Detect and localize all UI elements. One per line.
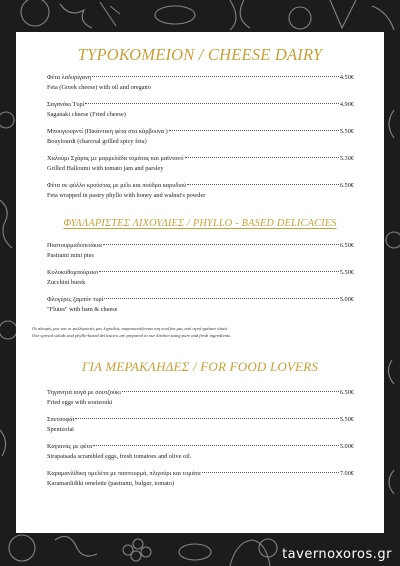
dot-leader	[122, 391, 339, 392]
item-greek-name: Φέτα σε φύλλο κρούστας με μέλι και πούδρα καρυδιού	[47, 182, 187, 189]
item-price: 4.50€	[339, 74, 354, 81]
menu-item	[47, 180, 354, 204]
item-english-name: Fried eggs with soutzouki	[47, 399, 113, 406]
item-greek-name: Μπουγιουρντί (Πικάντικη φέτα στα κάρβουνα )	[47, 128, 168, 135]
item-greek-name: Τηγανητά αυγά με σουτζούκι	[47, 389, 121, 396]
dot-leader	[99, 271, 339, 272]
item-price: 5.30€	[339, 155, 354, 162]
item-english-name: Strapatsada scrambled eggs, fresh tomatoes and olive oil.	[47, 453, 192, 460]
dot-leader	[169, 130, 339, 131]
item-english-name: Grilled Halloumi with tomato jam and parsley	[47, 165, 164, 172]
ingredients-note-english: Our spread salads and phyllo-based delicacies are prepared in our kitchen using pure and fresh ingredients.	[32, 333, 232, 339]
menu-item	[47, 240, 354, 264]
item-price: 5.00€	[339, 443, 354, 450]
bread-doodle	[179, 544, 211, 560]
dot-leader	[92, 76, 339, 77]
section-title-food-lovers: ΓΙΑ ΜΕΡΑΚΛΗΔΕΣ / FOR FOOD LOVERS	[81, 359, 319, 374]
item-price: 5.50€	[339, 269, 354, 276]
item-greek-name: Κολοκυθομπούρεκο	[47, 269, 99, 276]
item-greek-name: Χαλούμι Σχάρας με μαρμελάδα τομάτας και μαϊντανό	[47, 155, 184, 162]
leaf-doodle	[100, 2, 120, 26]
item-price: 6.50€	[339, 389, 354, 396]
herb-doodle	[60, 4, 92, 28]
menu-item	[47, 99, 354, 123]
item-greek-name: Παστουρμαδοπιτάκια	[47, 242, 102, 249]
menu-page	[16, 32, 384, 533]
menu-item	[47, 441, 354, 465]
menu-item	[47, 126, 354, 150]
item-price: 6.50€	[339, 182, 354, 189]
item-english-name: Spentzofai	[47, 426, 74, 433]
menu-item	[47, 468, 354, 492]
section-title-phyllo-delicacies: ΦΥΛΛΑΡΙΣΤΕΣ ΛΙΧΟΥΔΙΕΣ / PHYLLO - BASED DELICACIES	[63, 218, 337, 229]
item-english-name: Saganaki cheese (Fried cheese)	[47, 111, 126, 118]
herb-stem-doodle	[0, 200, 12, 248]
bottle-doodle	[330, 0, 356, 28]
site-watermark: tavernoxoros.gr	[282, 547, 392, 562]
item-greek-name: Φέτα λαδορίγανη	[47, 74, 92, 81]
item-price: 5.00€	[339, 296, 354, 303]
garlic-doodle	[0, 112, 14, 128]
item-english-name: "Flutes" with ham & cheese	[47, 306, 118, 313]
item-greek-name: Καραμανλίδικη ομελέτα με παστουρμά, πλιγούρι και τομάτα	[47, 470, 201, 477]
dot-leader	[104, 298, 338, 299]
olive-branch-doodle	[372, 6, 394, 30]
plate-doodle	[155, 6, 195, 24]
menu-item	[47, 387, 354, 411]
wheat-doodle	[230, 0, 250, 30]
item-english-name: Zucchini burek	[47, 279, 86, 286]
onion-doodle	[21, 0, 49, 26]
item-english-name: Bouyiourdi (charcoal grilled spicy feta)	[47, 138, 147, 145]
tomato-doodle	[289, 7, 311, 29]
onion-bottom-doodle	[9, 535, 35, 561]
item-english-name: Pastrami mini pies	[47, 252, 94, 259]
dot-leader	[93, 445, 339, 446]
ingredients-note	[32, 325, 372, 340]
item-greek-name: Σαγανάκι Τυρί	[47, 101, 85, 108]
item-price: 4.90€	[339, 101, 354, 108]
item-price: 6.50€	[339, 242, 354, 249]
ingredients-note-greek: Οι αλοιφές μας και οι φυλλαριστές μας λιχουδιές παρασκευάζονται στη κουζίνα μας από αγνά φρέσκα υλικά.	[32, 326, 229, 331]
section-title-cheese-dairy: ΤΥΡΟΚΟΜΕΙΟΝ / CHEESE DAIRY	[77, 45, 323, 64]
grapes-doodle	[141, 547, 151, 557]
item-english-name: Feta (Greek cheese) with oil and oregano	[47, 84, 151, 91]
dot-leader	[202, 472, 339, 473]
menu-item	[47, 267, 354, 291]
item-english-name: Feta wrapped in pastry phyllo with honey and walnut's powder	[47, 192, 206, 199]
menu-item	[47, 294, 354, 318]
item-price: 5.50€	[339, 416, 354, 423]
dot-leader	[185, 157, 339, 158]
menu-item	[47, 414, 354, 438]
dot-leader	[85, 103, 339, 104]
dot-leader	[103, 244, 339, 245]
item-greek-name: Σπετσοφάι	[47, 416, 75, 423]
item-english-name: Karamanlidiki omelette (pastrami, bulgur, tomato)	[47, 480, 175, 487]
item-price: 7.00€	[339, 470, 354, 477]
item-price: 5.50€	[339, 128, 354, 135]
item-greek-name: Καγιανάς με φέτα	[47, 443, 93, 450]
dot-leader	[187, 184, 339, 185]
menu-item	[47, 72, 354, 96]
item-greek-name: Φλογέρες ζαμπόν τυρί	[47, 296, 104, 303]
dot-leader	[75, 418, 339, 419]
menu-item	[47, 153, 354, 177]
